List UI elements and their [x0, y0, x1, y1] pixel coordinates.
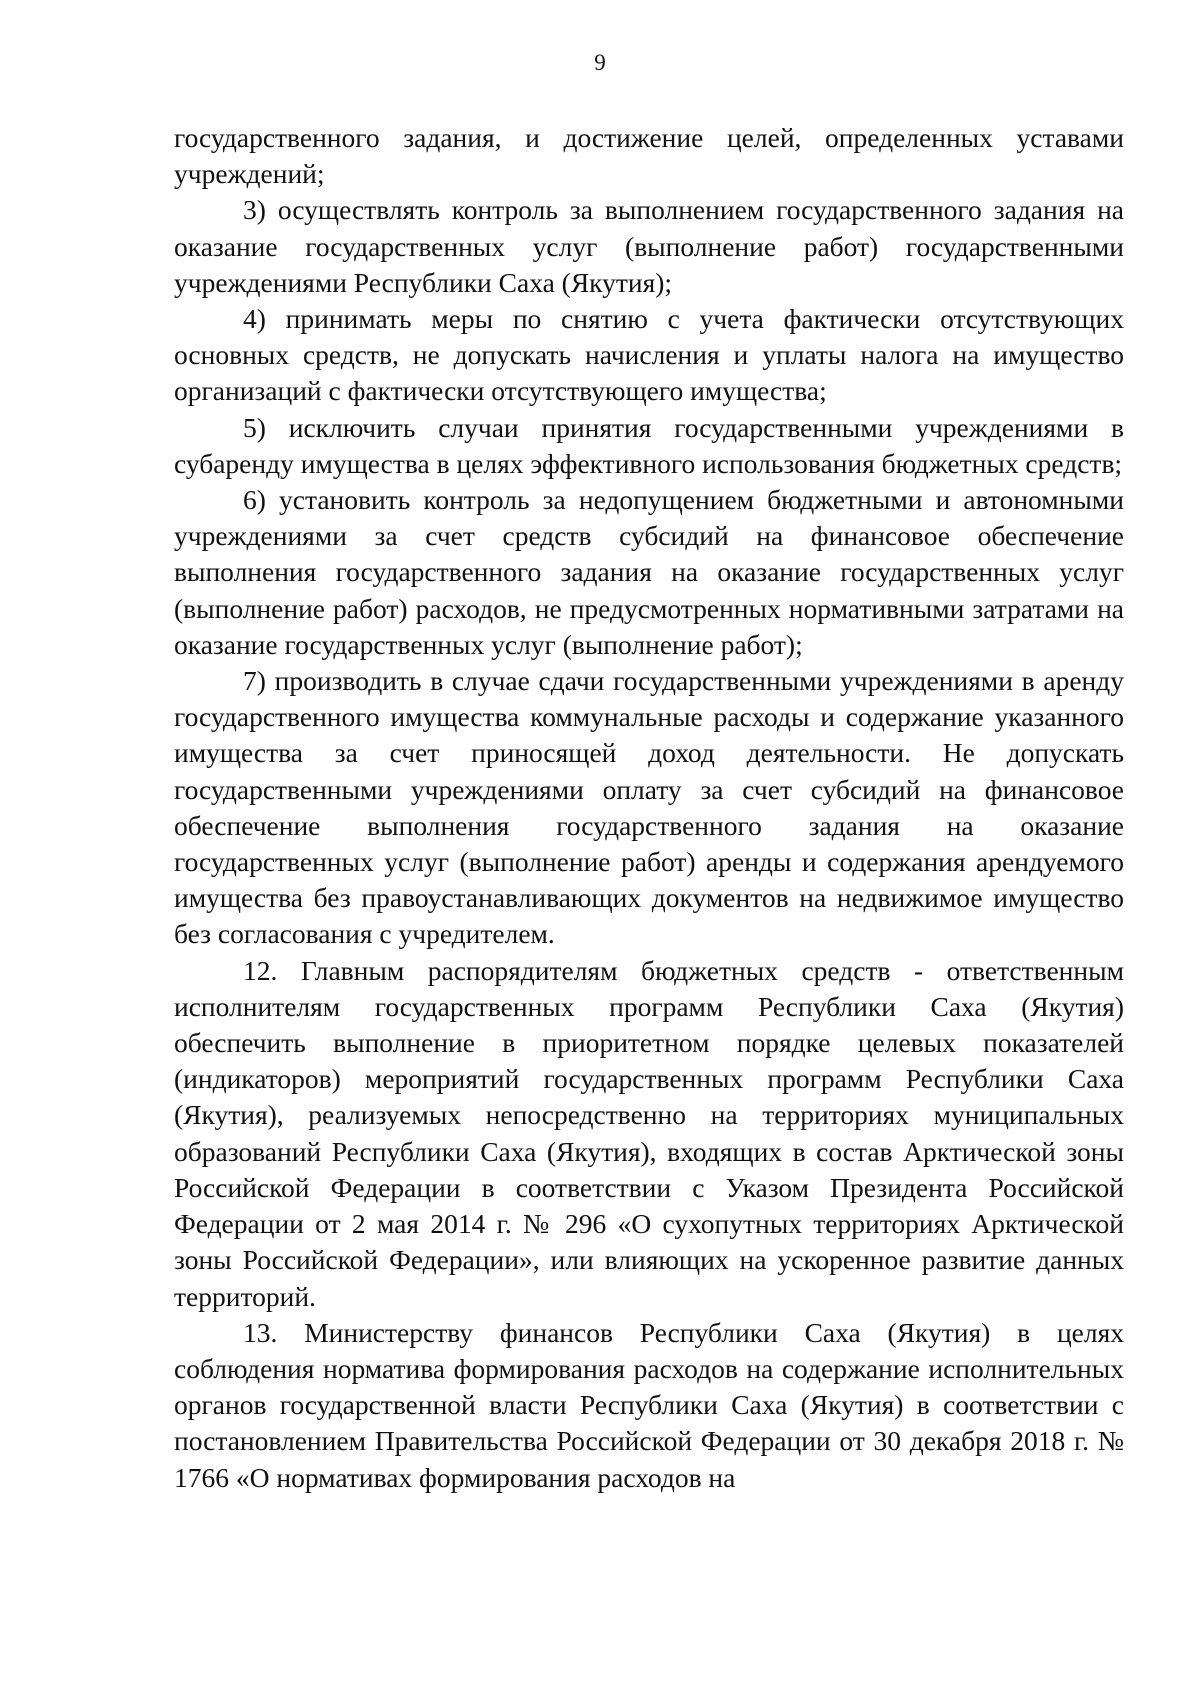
paragraph-item-4: 4) принимать меры по снятию с учета фактически отсутствующих основных средств, не допускать начисления и уплаты налога на имущество организаций с фактически отсутствующего имущества;	[174, 303, 1124, 407]
paragraph-section-12: 12. Главным распорядителям бюджетных средств - ответственным исполнителям государственных программ Республики Саха (Якутия) обеспечить выполнение в приоритетном порядке целевых показателей (индикаторов) мероприятий государственных программ Республики Саха (Якутия), реализуемых непосредственно на территориях муниципальных образований Республики Саха (Якутия), входящих в состав Арктической зоны Российской Федерации в соответствии с Указом Президента Российской Федерации от 2 мая 2014 г. № 296 «О сухопутных территориях Арктической зоны Российской Федерации», или влияющих на ускоренное развитие данных территорий.	[174, 954, 1124, 1312]
page-number: 9	[594, 50, 606, 75]
paragraph-item-6: 6) установить контроль за недопущением бюджетными и автономными учреждениями за счет средств субсидий на финансовое обеспечение выполнения государственного задания на оказание государственных услуг (выполнение работ) расходов, не предусмотренных нормативными затратами на оказание государственных услуг (выполнение работ);	[174, 484, 1124, 660]
paragraph-item-7: 7) производить в случае сдачи государственными учреждениями в аренду государственного имущества коммунальные расходы и содержание указанного имущества за счет приносящей доход деятельности. Не допускать государственными учреждениями оплату за счет субсидий на финансовое обеспечение выполнения государственного задания на оказание государственных услуг (выполнение работ) аренды и содержания арендуемого имущества без правоустанавливающих документов на недвижимое имущество без согласования с учредителем.	[174, 665, 1124, 950]
paragraph-item-5: 5) исключить случаи принятия государственными учреждениями в субаренду имущества в целях эффективного использования бюджетных средств;	[174, 411, 1124, 479]
paragraph-item-3: 3) осуществлять контроль за выполнением государственного задания на оказание государственных услуг (выполнение работ) государственными учреждениями Республики Саха (Якутия);	[174, 194, 1124, 298]
paragraph-section-13: 13. Министерству финансов Республики Саха (Якутия) в целях соблюдения норматива формирования расходов на содержание исполнительных органов государственной власти Республики Саха (Якутия) в соответствии с постановлением Правительства Российской Федерации от 30 декабря 2018 г. № 1766 «О нормативах формирования расходов на	[174, 1316, 1124, 1493]
paragraph-continuation: государственного задания, и достижение целей, определенных уставами учреждений;	[174, 122, 1124, 190]
document-body	[174, 120, 1124, 1496]
